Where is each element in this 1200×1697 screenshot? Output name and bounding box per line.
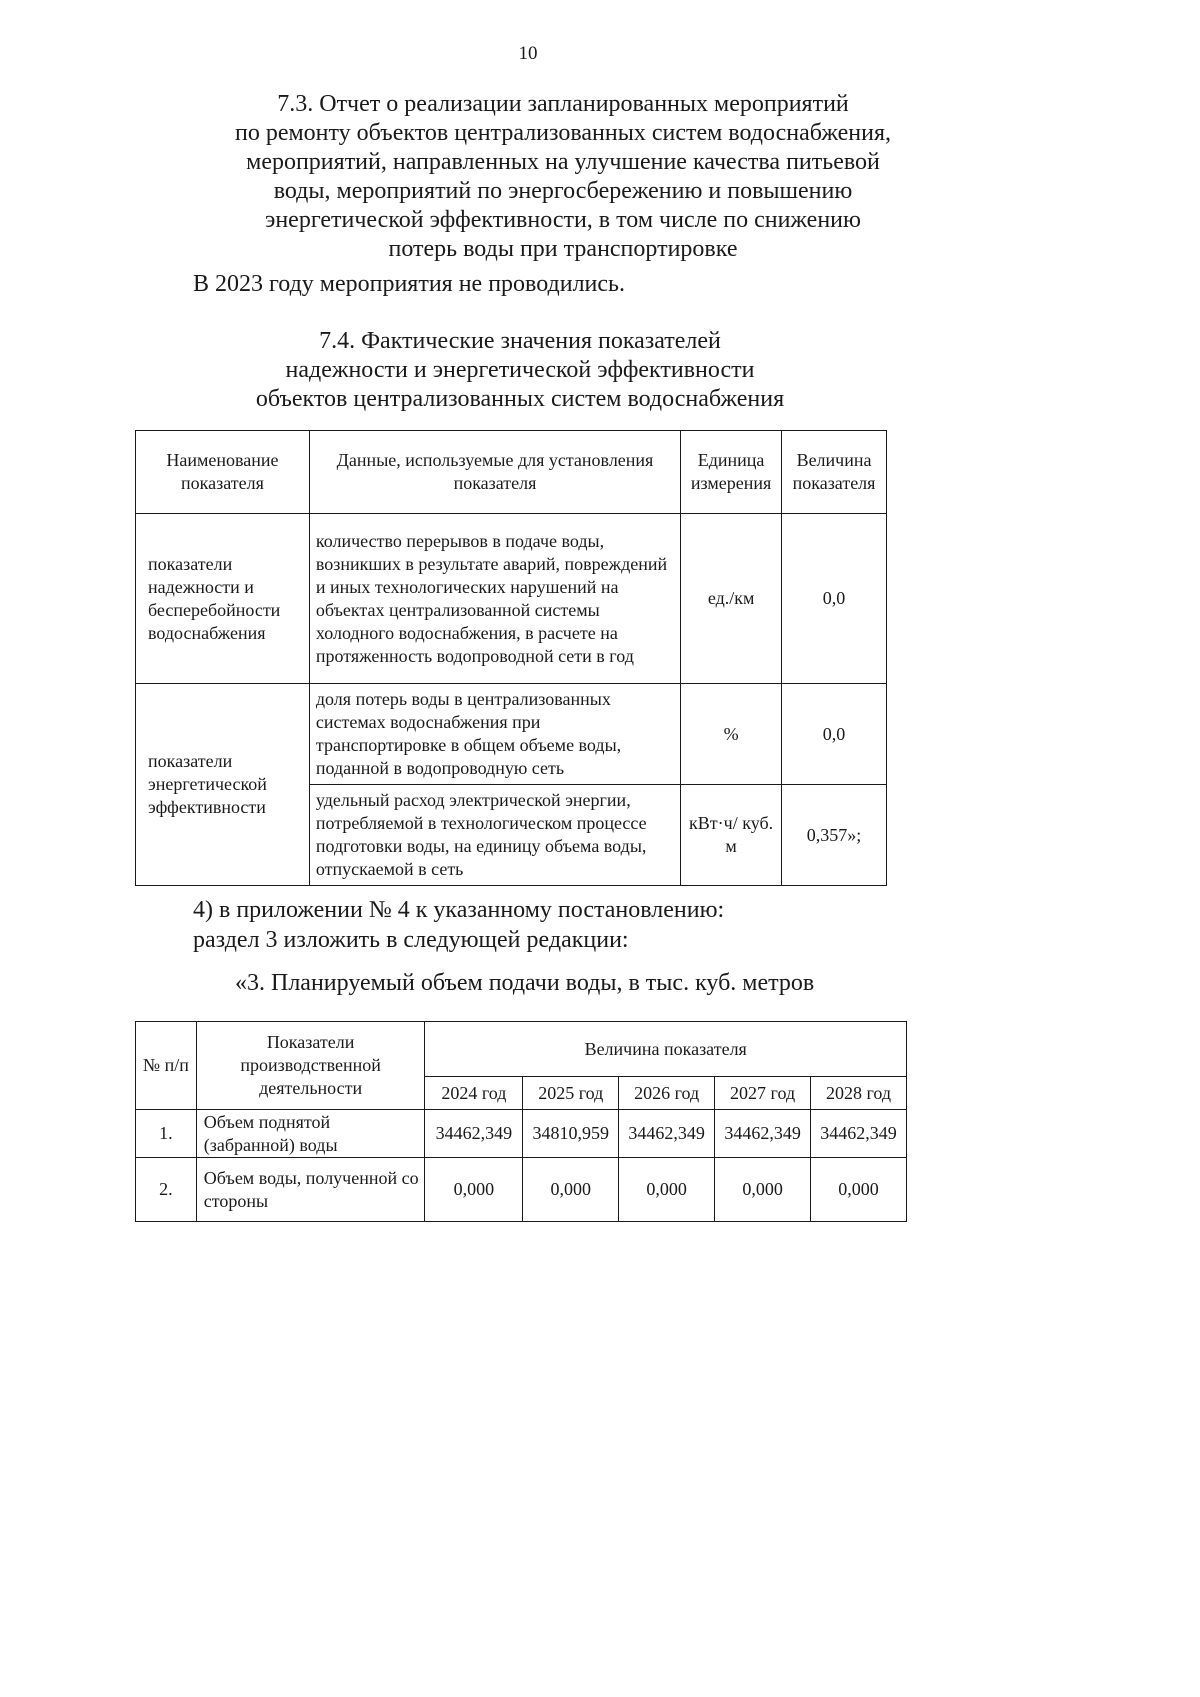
header-name: Наименование показателя xyxy=(136,431,310,514)
header-data: Данные, используемые для установления показателя xyxy=(309,431,680,514)
indicator-data: удельный расход электрической энергии, потребляемой в технологическом процессе подготовки воды, на единицу объема воды, отпускаемой в сеть xyxy=(309,785,680,886)
header-year: 2026 год xyxy=(619,1077,715,1110)
row-value: 34462,349 xyxy=(715,1110,811,1158)
indicator-value: 0,0 xyxy=(782,684,887,785)
header-year: 2028 год xyxy=(811,1077,907,1110)
title-line: воды, мероприятий по энергосбережению и повышению xyxy=(273,178,853,204)
paragraph-4 xyxy=(193,895,724,955)
title-line: надежности и энергетической эффективности xyxy=(285,357,755,383)
row-value: 34462,349 xyxy=(619,1110,715,1158)
section-7-3-note: В 2023 году мероприятия не проводились. xyxy=(193,271,625,297)
header-num: № п/п xyxy=(136,1022,197,1110)
header-value: Величина показателя xyxy=(782,431,887,514)
indicator-value: 0,0 xyxy=(782,514,887,684)
header-year: 2024 год xyxy=(425,1077,523,1110)
paragraph-line: 4) в приложении № 4 к указанному постановлению: xyxy=(193,897,725,923)
row-num: 2. xyxy=(136,1158,197,1222)
title-line: объектов централизованных систем водоснабжения xyxy=(255,386,785,412)
header-value-group: Величина показателя xyxy=(425,1022,907,1077)
row-value: 34810,959 xyxy=(523,1110,619,1158)
indicator-name: показатели надежности и бесперебойности водоснабжения xyxy=(136,514,310,684)
table-row xyxy=(136,1158,907,1222)
table-header-row xyxy=(136,431,887,514)
title-line: 7.3. Отчет о реализации запланированных мероприятий xyxy=(277,91,849,117)
indicator-data: количество перерывов в подаче воды, возникших в результате аварий, повреждений и иных технологических нарушений на объектах централизованной системы холодного водоснабжения, в расчете на протяженность водопроводной сети в год xyxy=(309,514,680,684)
row-indicator: Объем воды, полученной со стороны xyxy=(196,1158,425,1222)
row-value: 0,000 xyxy=(523,1158,619,1222)
table-row xyxy=(136,514,887,684)
indicator-unit: кВт·ч/ куб. м xyxy=(681,785,782,886)
title-line: потерь воды при транспортировке xyxy=(388,236,738,262)
header-indicator: Показатели производственной деятельности xyxy=(196,1022,425,1110)
table-row xyxy=(136,1110,907,1158)
row-num: 1. xyxy=(136,1110,197,1158)
title-line: по ремонту объектов централизованных систем водоснабжения, xyxy=(234,120,891,146)
table-header-row xyxy=(136,1022,907,1077)
indicator-unit: ед./км xyxy=(681,514,782,684)
row-value: 34462,349 xyxy=(425,1110,523,1158)
row-value: 0,000 xyxy=(811,1158,907,1222)
page-number: 10 xyxy=(518,43,538,64)
indicator-value: 0,357»; xyxy=(782,785,887,886)
row-value: 0,000 xyxy=(619,1158,715,1222)
table-row xyxy=(136,684,887,785)
header-year: 2027 год xyxy=(715,1077,811,1110)
section-7-3-title xyxy=(150,90,976,264)
row-value: 0,000 xyxy=(425,1158,523,1222)
paragraph-line: раздел 3 изложить в следующей редакции: xyxy=(193,927,629,953)
row-value: 34462,349 xyxy=(811,1110,907,1158)
title-line: мероприятий, направленных на улучшение качества питьевой xyxy=(246,149,880,175)
indicator-data: доля потерь воды в централизованных системах водоснабжения при транспортировке в общем объеме воды, поданной в водопроводную сеть xyxy=(309,684,680,785)
water-supply-table xyxy=(135,1021,907,1222)
header-unit: Единица измерения xyxy=(681,431,782,514)
section-7-4-title xyxy=(180,327,860,414)
section-3-title: «3. Планируемый объем подачи воды, в тыс. куб. метров xyxy=(235,970,815,996)
indicator-unit: % xyxy=(681,684,782,785)
title-line: 7.4. Фактические значения показателей xyxy=(319,328,721,354)
row-value: 0,000 xyxy=(715,1158,811,1222)
indicators-table xyxy=(135,430,887,886)
header-year: 2025 год xyxy=(523,1077,619,1110)
row-indicator: Объем поднятой (забранной) воды xyxy=(196,1110,425,1158)
title-line: энергетической эффективности, в том числе по снижению xyxy=(265,207,861,233)
indicator-name: показатели энергетической эффективности xyxy=(136,684,310,886)
